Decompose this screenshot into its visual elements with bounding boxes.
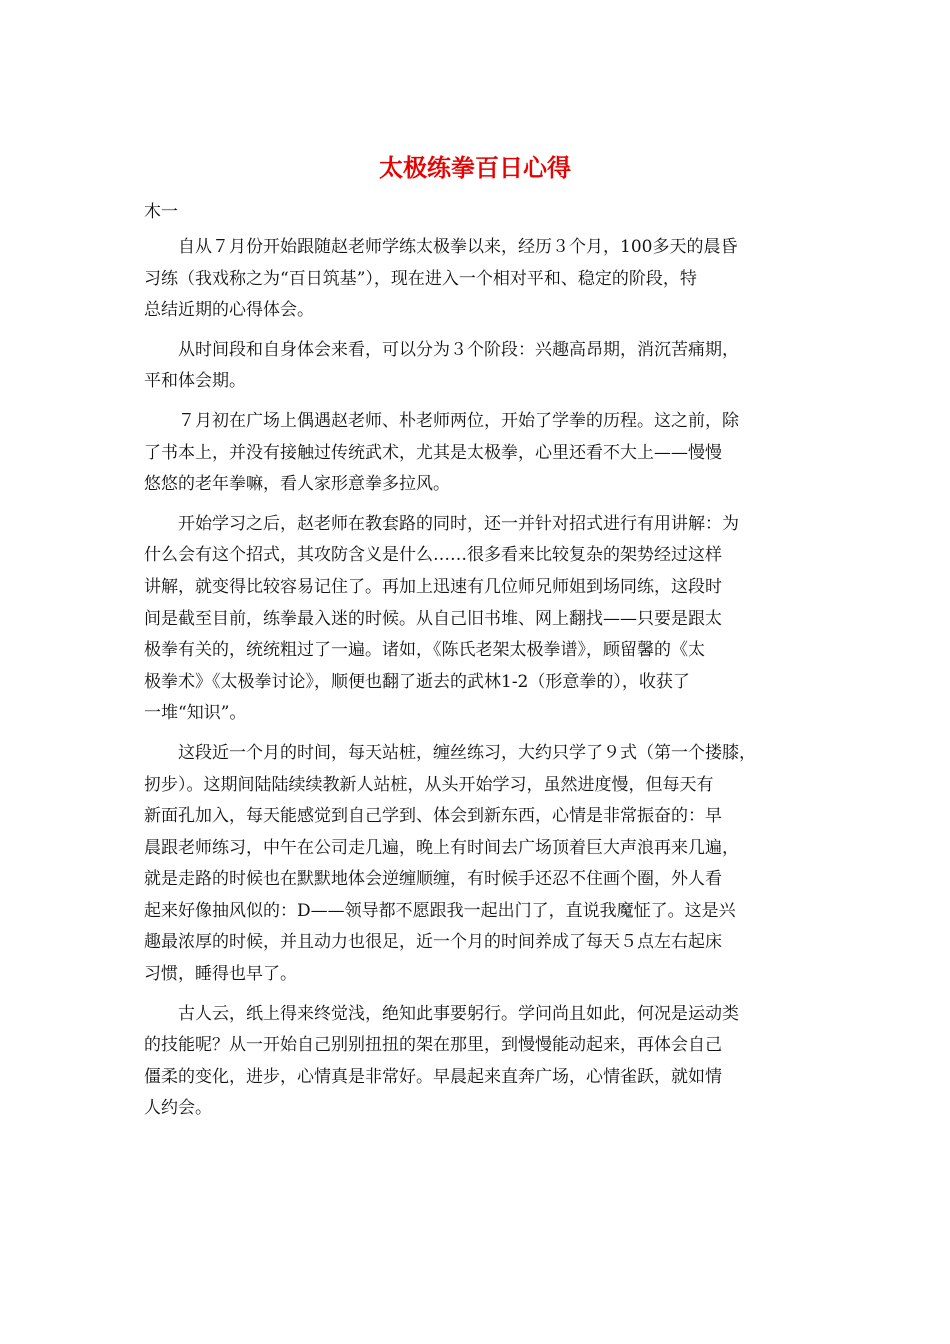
text-line: 这段近一个月的时间，每天站桩，缠丝练习，大约只学了９式（第一个搂膝，: [144, 742, 756, 763]
document-body: [144, 232, 812, 1133]
text-line: 的技能呢？从一开始自己别别扭扭的架在那里，到慢慢能动起来，再体会自己: [144, 1035, 722, 1056]
text-line: 悠悠的老年拳嘛，看人家形意拳多拉风。: [144, 474, 450, 495]
text-line: 讲解，就变得比较容易记住了。再加上迅速有几位师兄师姐到场同练，这段时: [144, 576, 722, 597]
text-line: 间是截至目前，练拳最入迷的时候。从自己旧书堆、网上翻找——只要是跟太: [144, 608, 722, 629]
text-line: 平和体会期。: [144, 371, 246, 392]
text-line: ７月初在广场上偶遇赵老师、朴老师两位，开始了学拳的历程。这之前，除: [144, 410, 739, 431]
text-line: 僵柔的变化，进步，心情真是非常好。早晨起来直奔广场，心情雀跃，就如情: [144, 1066, 722, 1087]
text-line: 扨步）。这期间陆陆续续教新人站桩，从头开始学习，虽然进度慢，但每天有: [144, 774, 714, 795]
text-line: 晨跟老师练习，中午在公司走几遍，晚上有时间去广场顶着巨大声浪再来几遍，: [144, 837, 739, 858]
paragraph: [144, 232, 812, 327]
text-line: 新面孔加入，每天能感觉到自己学到、体会到新东西，心情是非常振奋的：早: [144, 806, 722, 827]
text-line: 了书本上，并没有接触过传统武术，尤其是太极拳，心里还看不大上——慢慢: [144, 442, 722, 463]
paragraph: [144, 335, 812, 398]
text-line: 开始学习之后，赵老师在教套路的同时，还一并针对招式进行有用讲解：为: [144, 513, 739, 534]
text-line: 人约会。: [144, 1098, 212, 1119]
text-line: 一堆“知识”。: [144, 703, 247, 724]
text-line: 习练（我戏称之为“百日筑基”），现在进入一个相对平和、稳定的阶段，特: [144, 268, 697, 289]
paragraph: [144, 509, 812, 730]
text-line: 就是走路的时候也在默默地体会逆缠顺缠，有时候手还忍不住画个圈，外人看: [144, 869, 722, 890]
paragraph: [144, 999, 812, 1125]
text-line: 古人云，纸上得来终觉浅，绝知此事要躬行。学问尚且如此，何况是运动类: [144, 1003, 739, 1024]
text-line: 总结近期的心得体会。: [144, 300, 314, 321]
paragraph: [144, 406, 812, 501]
text-line: 自从７月份开始跟随赵老师学练太极拳以来，经历３个月，100多天的晨昏: [144, 237, 738, 257]
paragraph: [144, 738, 812, 991]
text-line: 极拳有关的，统统粗过了一遍。诸如，《陈氏老架太极拳谱》，顾留馨的《太: [144, 640, 705, 661]
text-line: 趣最浓厚的时候，并且动力也很足，近一个月的时间养成了每天５点左右起床: [144, 932, 722, 953]
document-title: 太极练拳百日心得: [379, 153, 571, 182]
author-name: 木一: [144, 202, 178, 222]
text-line: 什么会有这个招式，其攻防含义是什么……很多看来比较复杂的架势经过这样: [144, 545, 722, 566]
text-line: 极拳术》《太极拳讨论》，顺便也翻了逝去的武林1-2（形意拳的），收获了: [144, 671, 690, 692]
text-line: 习惯，睡得也早了。: [144, 964, 297, 985]
text-line: 起来好像抽风似的：D——领导都不愿跟我一起出门了，直说我魔怔了。这是兴: [144, 900, 736, 921]
text-line: 从时间段和自身体会来看，可以分为３个阶段：兴趣高昂期，消沉苦痛期，: [144, 339, 739, 360]
